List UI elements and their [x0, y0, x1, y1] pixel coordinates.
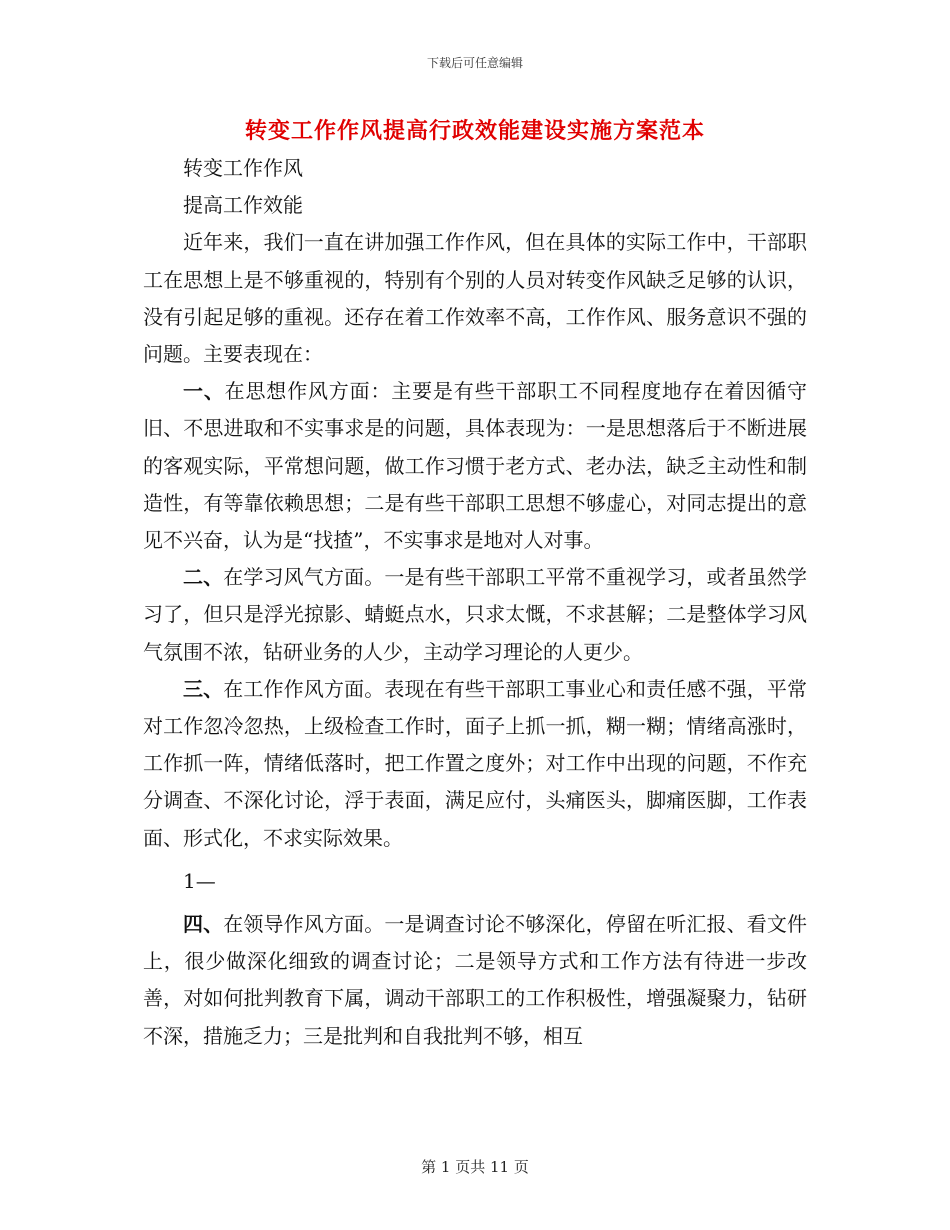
- section-4-text: 在领导作风方面。一是调查讨论不够深化，停留在听汇报、看文件上，很少做深化细致的调查讨论；二是领导方式和工作方法有待进一步改善，对如何批判教育下属，调动干部职工的工作积极性，增强凝聚力，钻研不深，措施乏力；三是批判和自我批判不够，相互: [143, 912, 808, 1048]
- section-4-paragraph: [143, 906, 807, 1055]
- page-footer: 第 1 页共 11 页: [421, 1158, 529, 1176]
- subheading-line-2: 提高工作效能: [183, 193, 303, 218]
- section-3-paragraph: [143, 671, 807, 857]
- section-1-text: 在思想作风方面：主要是有些干部职工不同程度地存在着因循守旧、不思进取和不实事求是的问题，具体表现为：一是思想落后于不断进展的客观实际，平常想问题，做工作习惯于老方式、老办法，缺乏主动性和制造性，有等靠依赖思想；二是有些干部职工思想不够虚心，对同志提出的意见不兴奋，认为是“找揸”，不实事求是地对人对事。: [143, 379, 808, 553]
- section-2-text: 在学习风气方面。一是有些干部职工平常不重视学习，或者虽然学习了，但只是浮光掠影、蜻蜓点水，只求太慨，不求甚解；二是整体学习风气氛围不浓，钻研业务的人少，主动学习理论的人更少。: [143, 565, 808, 664]
- section-1-number: 一、: [183, 379, 225, 404]
- document-title: 转变工作作风提高行政效能建设实施方案范本: [244, 118, 705, 144]
- document-body: [143, 150, 807, 1055]
- page-header: 下载后可任意编辑: [426, 56, 523, 70]
- section-3-number: 三、: [183, 676, 224, 701]
- intro-paragraph: 近年来，我们一直在讲加强工作作风，但在具体的实际工作中，干部职工在思想上是不够重视的，特别有个别的人员对转变作风缺乏足够的认识，没有引起足够的重视。还存在着工作效率不高，工作作风、服务意识不强的问题。主要表现在：: [143, 230, 807, 367]
- section-1-paragraph: [143, 373, 807, 559]
- section-3-text: 在工作作风方面。表现在有些干部职工事业心和责任感不强，平常对工作忽冷忽热，上级检查工作时，面子上抓一抓，糊一糊；情绪高涨时，工作抓一阵，情绪低落时，把工作置之度外；对工作中出现的问题，不作充分调查、不深化讨论，浮于表面，满足应付，头痛医头，脚痛医脚，工作表面、形式化，不求实际效果。: [143, 676, 808, 850]
- page-marker: 1—: [183, 868, 216, 893]
- subheading-line-1: 转变工作作风: [183, 156, 303, 180]
- section-2-number: 二、: [183, 565, 224, 590]
- section-2-paragraph: [143, 559, 807, 671]
- section-4-number: 四、: [183, 912, 224, 937]
